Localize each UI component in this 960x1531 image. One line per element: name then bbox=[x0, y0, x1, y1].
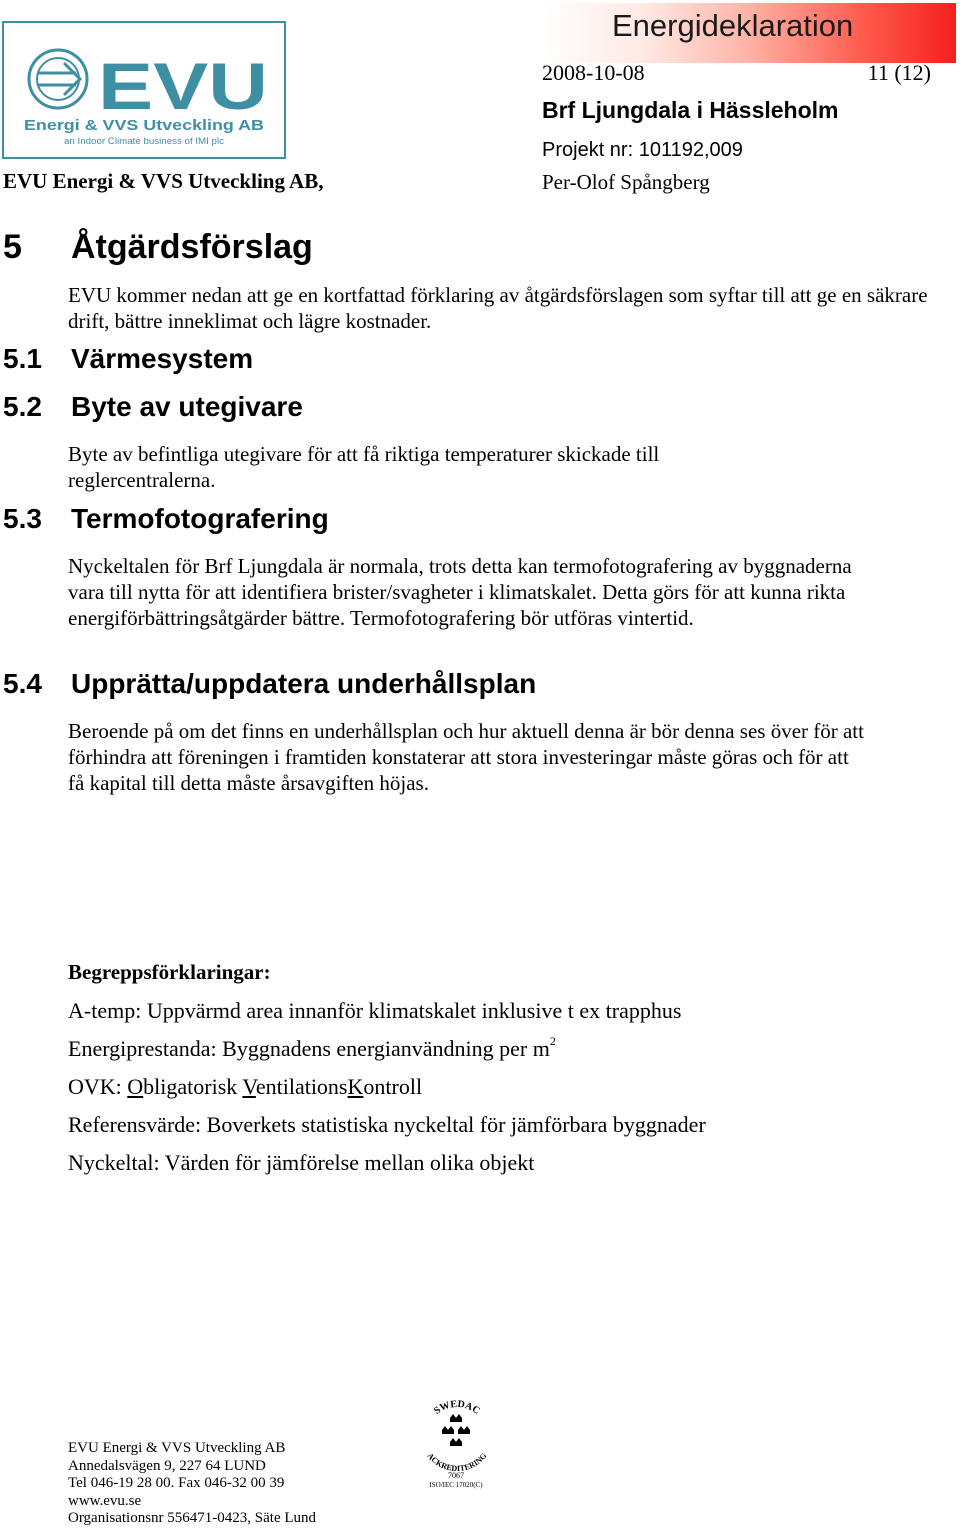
subsection-5-3-title: Termofotografering bbox=[71, 503, 329, 534]
project-name: Brf Ljungdala i Hässleholm bbox=[542, 97, 839, 123]
ovk-v: V bbox=[242, 1074, 256, 1099]
swedac-number: 7067 bbox=[448, 1471, 464, 1480]
definition-nyckeltal: Nyckeltal: Värden för jämförelse mellan olika objekt bbox=[68, 1150, 535, 1175]
author-name: Per-Olof Spångberg bbox=[542, 170, 710, 194]
footer-phone: Tel 046-19 28 00. Fax 046-32 00 39 bbox=[68, 1475, 285, 1492]
page-number: 11 (12) bbox=[867, 60, 931, 85]
footer-orgnr: Organisationsnr 556471-0423, Säte Lund bbox=[68, 1510, 317, 1527]
subsection-5-4-title: Upprätta/uppdatera underhållsplan bbox=[71, 668, 537, 699]
section-intro: EVU kommer nedan att ge en kortfattad förklaring av åtgärdsförslagen som syftar till att ge en säkrare drift, bättre inneklimat och lägre kostnader. bbox=[68, 283, 928, 333]
logo-line1: Energi & VVS Utveckling AB bbox=[24, 117, 265, 134]
subsection-5-4-number: 5.4 bbox=[3, 668, 42, 699]
definition-ovk bbox=[68, 1074, 422, 1100]
subsection-5-1-title: Värmesystem bbox=[71, 343, 254, 374]
definition-energiprestanda-text: Energiprestanda: Byggnadens energianvändning per m bbox=[68, 1036, 550, 1061]
doc-type-title: Energideklaration bbox=[612, 8, 854, 43]
subsection-5-2-text: Byte av befintliga utegivare för att få riktiga temperaturer skickade till reglercentralerna. bbox=[68, 442, 660, 492]
section-number: 5 bbox=[3, 228, 22, 266]
logo-brand: EVU bbox=[98, 49, 268, 123]
ovk-v-rest: entilations bbox=[255, 1074, 348, 1099]
definitions-heading: Begreppsförklaringar: bbox=[68, 960, 271, 984]
ovk-k-rest: ontroll bbox=[363, 1074, 423, 1099]
definition-atemp: A-temp: Uppvärmd area innanför klimatskalet inklusive t ex trapphus bbox=[68, 998, 682, 1023]
swedac-bottom-text: ACKREDITERING bbox=[425, 1451, 489, 1474]
ovk-o: O bbox=[127, 1074, 144, 1099]
logo-line2: an Indoor Climate business of IMI plc bbox=[64, 136, 225, 146]
subsection-5-2-title: Byte av utegivare bbox=[71, 391, 303, 422]
crowns-icon bbox=[442, 1414, 470, 1446]
definition-referensvarde: Referensvärde: Boverkets statistiska nyckeltal för jämförbara byggnader bbox=[68, 1112, 706, 1137]
swedac-accreditation-logo bbox=[414, 1398, 500, 1490]
ovk-prefix: OVK: bbox=[68, 1074, 128, 1099]
swedac-standard: ISO/IEC 17020(C) bbox=[429, 1481, 483, 1489]
subsection-5-4-text: Beroende på om det finns en underhållsplan och hur aktuell denna är bör denna ses över för att förhindra att föreningen i framtiden konstaterar att stora investeringar måste göras och för att få kapital till detta måste årsavgiften höjas. bbox=[68, 719, 864, 795]
footer-company: EVU Energi & VVS Utveckling AB bbox=[68, 1440, 286, 1456]
subsection-5-2-number: 5.2 bbox=[3, 391, 42, 422]
document-date: 2008-10-08 bbox=[542, 60, 645, 85]
definition-energiprestanda bbox=[68, 1036, 556, 1062]
section-title: Åtgärdsförslag bbox=[71, 228, 313, 266]
footer-website: www.evu.se bbox=[68, 1492, 142, 1509]
project-number: Projekt nr: 101192,009 bbox=[542, 139, 743, 161]
footer-address bbox=[68, 1440, 316, 1528]
footer-street: Annedalsvägen 9, 227 64 LUND bbox=[68, 1457, 266, 1474]
company-name: EVU Energi & VVS Utveckling AB, bbox=[3, 169, 324, 193]
definition-energiprestanda-sup: 2 bbox=[549, 1034, 556, 1048]
ovk-k: K bbox=[347, 1074, 364, 1099]
subsection-5-3-text: Nyckeltalen för Brf Ljungdala är normala, trots detta kan termofotografering av byggnaderna vara till nytta för att identifiera brister/svagheter i klimatskalet. Detta görs för att kunna rikta energiförbättringsåtgärder bättre. Termofotografering bör utföras vintertid. bbox=[68, 554, 852, 630]
subsection-5-1-number: 5.1 bbox=[3, 343, 42, 374]
swedac-top-text: SWEDAC bbox=[432, 1398, 482, 1417]
ovk-o-rest: bligatorisk bbox=[143, 1074, 243, 1099]
evu-logo bbox=[2, 21, 286, 159]
subsection-5-3-number: 5.3 bbox=[3, 503, 42, 534]
